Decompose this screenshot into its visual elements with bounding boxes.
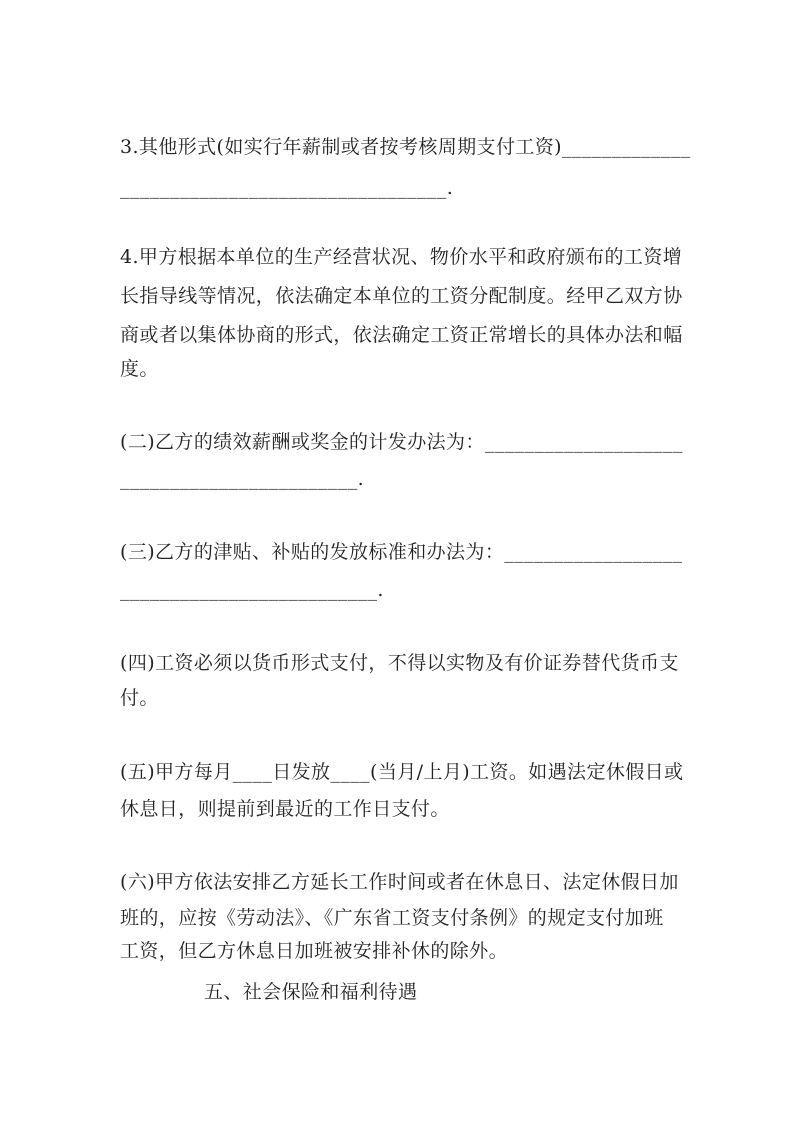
section5-line1: (五)甲方每月____日发放____(当月/上月)工资。如遇法定休假日或: [120, 761, 684, 783]
section4-line2: 付。: [120, 687, 159, 709]
section6-line2: 班的，应按《劳动法》、《广东省工资支付条例》的规定支付加班: [120, 907, 664, 929]
item4-line1: 4.甲方根据本单位的生产经营状况、物价水平和政府颁布的工资增: [120, 246, 683, 268]
section6-line3: 工资，但乙方休息日加班被安排补休的除外。: [120, 940, 509, 962]
item3-line1: 3.其他形式(如实行年薪制或者按考核周期支付工资)_____________: [120, 136, 691, 158]
section3-line1: (三)乙方的津贴、补贴的发放标准和办法为：__________________: [120, 541, 683, 563]
section2-line2: ________________________.: [120, 468, 365, 490]
section4-line1: (四)工资必须以货币形式支付，不得以实物及有价证券替代货币支: [120, 652, 679, 674]
item4-line2: 长指导线等情况，依法确定本单位的工资分配制度。经甲乙双方协: [120, 285, 683, 307]
section2-line1: (二)乙方的绩效薪酬或奖金的计发办法为：____________________: [120, 431, 683, 453]
item4-line4: 度。: [120, 358, 159, 380]
item3-line2: _________________________________.: [120, 177, 454, 199]
section3-line2: __________________________.: [120, 579, 384, 601]
section5-line2: 休息日，则提前到最近的工作日支付。: [120, 798, 450, 820]
item4-line3: 商或者以集体协商的形式，依法确定工资正常增长的具体办法和幅: [120, 324, 683, 346]
section6-line1: (六)甲方依法安排乙方延长工作时间或者在休息日、法定休假日加: [120, 871, 679, 893]
chapter5-heading: 五、社会保险和福利待遇: [204, 981, 418, 1003]
